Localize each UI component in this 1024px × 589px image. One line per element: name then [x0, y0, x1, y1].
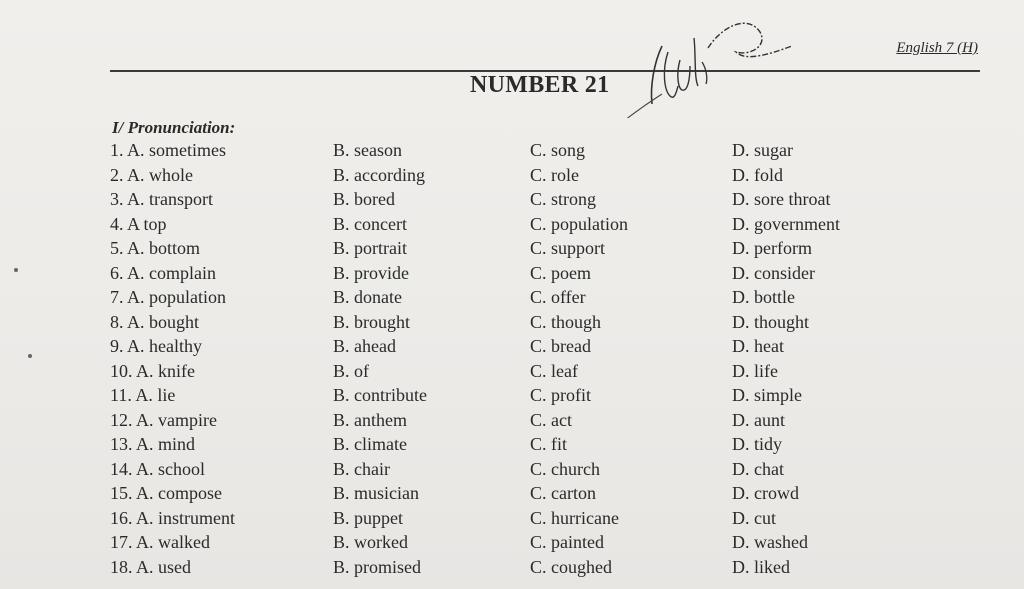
- option-a: 13. A. mind: [110, 434, 196, 454]
- option-d: D. life: [732, 360, 778, 381]
- option-c: C. leaf: [530, 360, 578, 381]
- option-d: D. simple: [732, 385, 802, 405]
- margin-dot: [28, 354, 32, 358]
- option-b: B. puppet: [333, 507, 403, 528]
- option-b: B. anthem: [333, 409, 407, 430]
- option-b: B. musician: [333, 483, 419, 503]
- option-d: D. thought: [732, 311, 810, 332]
- option-a: 2. A. whole: [110, 164, 193, 185]
- option-b: B. portrait: [333, 238, 407, 258]
- option-c: C. painted: [530, 532, 604, 552]
- column-d: [732, 138, 840, 579]
- option-b: B. promised: [333, 556, 421, 577]
- option-c: C. carton: [530, 483, 596, 503]
- option-d: D. washed: [732, 532, 808, 552]
- option-a: 16. A. instrument: [110, 507, 235, 528]
- option-d: D. crowd: [732, 483, 799, 503]
- option-d: D. consider: [732, 262, 815, 283]
- option-d: D. heat: [732, 336, 784, 356]
- option-c: C. poem: [530, 262, 591, 283]
- column-b: [333, 138, 427, 579]
- option-b: B. concert: [333, 213, 407, 234]
- option-b: B. ahead: [333, 336, 396, 356]
- option-d: D. fold: [732, 164, 783, 185]
- option-d: D. aunt: [732, 409, 785, 430]
- option-a: 8. A. bought: [110, 311, 200, 332]
- option-c: C. song: [530, 140, 586, 160]
- option-d: D. bottle: [732, 287, 795, 307]
- option-a: 9. A. healthy: [110, 336, 202, 356]
- option-b: B. contribute: [333, 385, 427, 405]
- subject-label: English 7 (H): [896, 40, 978, 56]
- option-d: D. liked: [732, 556, 790, 577]
- option-c: C. population: [530, 213, 628, 234]
- option-a: 12. A. vampire: [110, 409, 217, 430]
- option-d: D. sugar: [732, 140, 793, 160]
- option-a: 1. A. sometimes: [110, 140, 226, 160]
- option-d: D. cut: [732, 507, 776, 528]
- option-a: 17. A. walked: [110, 532, 210, 552]
- option-c: C. act: [530, 409, 572, 430]
- option-c: C. profit: [530, 385, 591, 405]
- option-d: D. chat: [732, 458, 784, 479]
- option-b: B. bored: [333, 189, 395, 209]
- column-a: [110, 138, 235, 579]
- option-b: B. chair: [333, 458, 390, 479]
- option-c: C. role: [530, 164, 579, 185]
- column-c: [530, 138, 628, 579]
- option-c: C. support: [530, 238, 606, 258]
- option-d: D. sore throat: [732, 189, 831, 209]
- option-b: B. brought: [333, 311, 411, 332]
- option-c: C. coughed: [530, 556, 612, 577]
- option-b: B. of: [333, 360, 369, 381]
- option-c: C. church: [530, 458, 600, 479]
- page-title: NUMBER 21: [470, 72, 610, 98]
- option-a: 11. A. lie: [110, 385, 176, 405]
- option-b: B. donate: [333, 287, 402, 307]
- option-a: 14. A. school: [110, 458, 206, 479]
- option-b: B. worked: [333, 532, 408, 552]
- option-a: 4. A top: [110, 213, 167, 234]
- option-c: C. bread: [530, 336, 591, 356]
- option-c: C. though: [530, 311, 602, 332]
- option-c: C. hurricane: [530, 507, 619, 528]
- option-d: D. perform: [732, 238, 812, 258]
- option-c: C. fit: [530, 434, 568, 454]
- option-a: 6. A. complain: [110, 262, 216, 283]
- handwritten-signature: [610, 8, 800, 118]
- option-b: B. climate: [333, 434, 407, 454]
- option-b: B. season: [333, 140, 402, 160]
- section-heading: I/ Pronunciation:: [112, 118, 236, 137]
- option-b: B. according: [333, 164, 425, 185]
- option-c: C. strong: [530, 189, 597, 209]
- option-c: C. offer: [530, 287, 586, 307]
- option-a: 3. A. transport: [110, 189, 213, 209]
- option-a: 18. A. used: [110, 556, 191, 577]
- option-a: 7. A. population: [110, 287, 226, 307]
- option-b: B. provide: [333, 262, 409, 283]
- option-d: D. tidy: [732, 434, 783, 454]
- option-a: 10. A. knife: [110, 360, 195, 381]
- option-d: D. government: [732, 213, 840, 234]
- margin-dot: [14, 268, 18, 272]
- option-a: 15. A. compose: [110, 483, 222, 503]
- option-a: 5. A. bottom: [110, 238, 201, 258]
